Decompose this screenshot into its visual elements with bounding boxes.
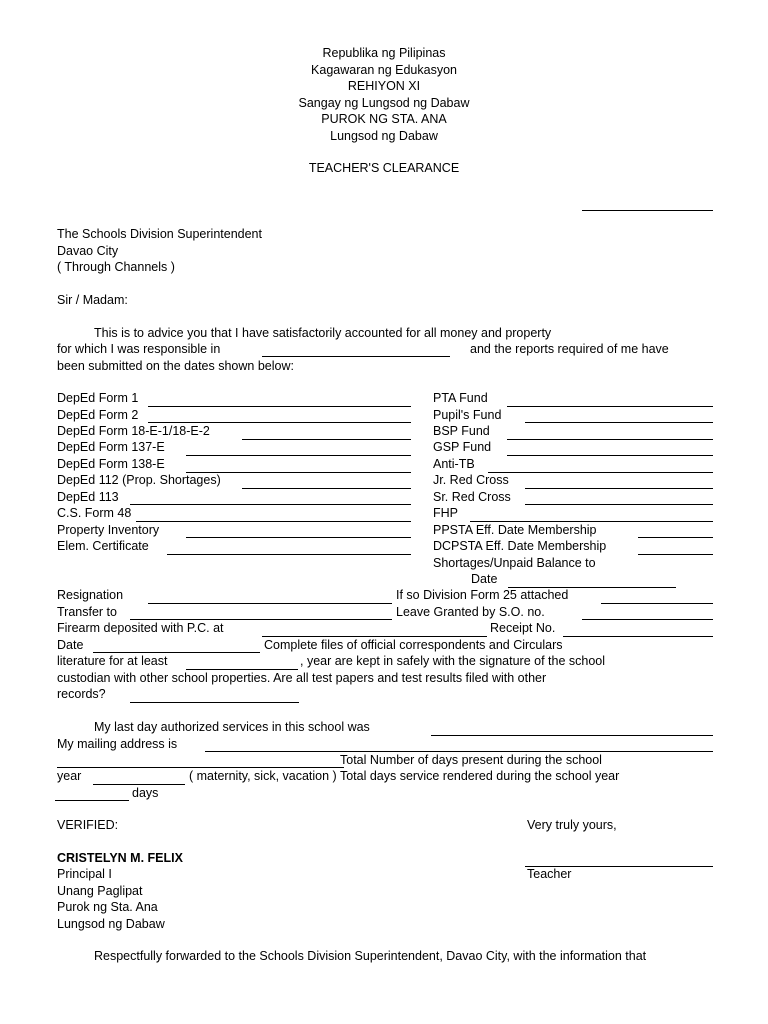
- header-division: Sangay ng Lungsod ng Dabaw: [298, 96, 470, 110]
- last-day-label: My last day authorized services in this school was: [94, 720, 370, 734]
- right-item-line[interactable]: [507, 406, 713, 407]
- files-label: Complete files of official correspondents and Circulars: [264, 638, 563, 652]
- right-item-line[interactable]: [470, 521, 713, 522]
- maternity-text: ( maternity, sick, vacation ) Total days service rendered during the school year: [189, 769, 620, 783]
- right-item-line[interactable]: [488, 472, 713, 473]
- right-item-line[interactable]: [525, 488, 713, 489]
- principal-name: CRISTELYN M. FELIX: [57, 851, 183, 865]
- left-item: DepEd Form 18-E-1/18-E-2: [57, 424, 210, 438]
- header-department: Kagawaran ng Edukasyon: [311, 63, 457, 77]
- principal-title: Principal I: [57, 867, 112, 881]
- days-label: days: [132, 786, 159, 800]
- left-item: DepEd 112 (Prop. Shortages): [57, 473, 221, 487]
- leave-label: Leave Granted by S.O. no.: [396, 605, 545, 619]
- left-item: DepEd Form 2: [57, 408, 139, 422]
- records-label: records?: [57, 687, 106, 701]
- right-item: FHP: [433, 506, 458, 520]
- teacher-label: Teacher: [527, 867, 572, 881]
- service-days-line[interactable]: [55, 800, 129, 801]
- addressee-city: Davao City: [57, 244, 119, 258]
- right-item: DCPSTA Eff. Date Membership: [433, 539, 607, 553]
- closing-label: Very truly yours,: [527, 818, 617, 832]
- right-item-line[interactable]: [525, 504, 713, 505]
- custodian-text: custodian with other school properties. Are all test papers and test results filed with other: [57, 671, 547, 685]
- left-item-line[interactable]: [148, 422, 411, 423]
- left-item: DepEd Form 137-E: [57, 440, 165, 454]
- year-label: year: [57, 769, 82, 783]
- header-republic: Republika ng Pilipinas: [322, 46, 446, 60]
- firearm-line[interactable]: [262, 636, 487, 637]
- school-name: Unang Paglipat: [57, 884, 143, 898]
- salutation: Sir / Madam:: [57, 293, 128, 307]
- right-item: GSP Fund: [433, 440, 492, 454]
- total-present-label: Total Number of days present during the school: [340, 753, 602, 767]
- division-form-label: If so Division Form 25 attached: [396, 588, 569, 602]
- left-item-line[interactable]: [130, 504, 411, 505]
- right-item: PPSTA Eff. Date Membership: [433, 523, 597, 537]
- addressee-line: The Schools Division Superintendent: [57, 227, 262, 241]
- last-day-line[interactable]: [431, 735, 713, 736]
- date-line[interactable]: [93, 652, 260, 653]
- left-item-line[interactable]: [148, 406, 411, 407]
- header-city: Lungsod ng Dabaw: [330, 129, 438, 143]
- right-item-line[interactable]: [638, 537, 713, 538]
- forwarding-text: Respectfully forwarded to the Schools Division Superintendent, Davao City, with the information that: [94, 949, 647, 963]
- school-district: Purok ng Sta. Ana: [57, 900, 158, 914]
- left-item-line[interactable]: [242, 439, 411, 440]
- addressee-channels: ( Through Channels ): [57, 260, 175, 274]
- left-item: DepEd Form 138-E: [57, 457, 165, 471]
- left-item-line[interactable]: [186, 455, 411, 456]
- left-item: DepEd Form 1: [57, 391, 139, 405]
- year-line[interactable]: [93, 784, 185, 785]
- intro-line-2a: for which I was responsible in: [57, 342, 221, 356]
- date-label: Date: [57, 638, 84, 652]
- left-item: C.S. Form 48: [57, 506, 132, 520]
- right-item: Sr. Red Cross: [433, 490, 511, 504]
- right-item: PTA Fund: [433, 391, 488, 405]
- literature-years-line[interactable]: [186, 669, 298, 670]
- school-city: Lungsod ng Dabaw: [57, 917, 165, 931]
- left-item-line[interactable]: [136, 521, 411, 522]
- literature-label: literature for at least: [57, 654, 168, 668]
- left-item: Elem. Certificate: [57, 539, 149, 553]
- shortages-date-label: Date: [471, 572, 498, 586]
- intro-line-3: been submitted on the dates shown below:: [57, 359, 294, 373]
- right-item: BSP Fund: [433, 424, 490, 438]
- leave-line[interactable]: [582, 619, 713, 620]
- records-line[interactable]: [130, 702, 299, 703]
- right-item: Anti-TB: [433, 457, 475, 471]
- left-item-line[interactable]: [186, 537, 411, 538]
- left-item-line[interactable]: [167, 554, 411, 555]
- resignation-line[interactable]: [148, 603, 392, 604]
- receipt-line[interactable]: [563, 636, 713, 637]
- left-item: DepEd 113: [57, 490, 119, 504]
- days-present-line[interactable]: [57, 767, 344, 768]
- intro-line-2b: and the reports required of me have: [470, 342, 669, 356]
- right-item-line[interactable]: [525, 422, 713, 423]
- division-form-line[interactable]: [601, 603, 713, 604]
- right-item-line[interactable]: [507, 455, 713, 456]
- responsible-period-line[interactable]: [262, 356, 450, 357]
- header-region: REHIYON XI: [347, 79, 421, 93]
- right-item: Pupil's Fund: [433, 408, 502, 422]
- verified-label: VERIFIED:: [57, 818, 119, 832]
- right-item-line[interactable]: [638, 554, 713, 555]
- shortages-label: Shortages/Unpaid Balance to: [433, 556, 596, 570]
- transfer-line[interactable]: [130, 619, 392, 620]
- mailing-line[interactable]: [205, 751, 713, 752]
- right-item: Jr. Red Cross: [433, 473, 509, 487]
- literature-text: , year are kept in safely with the signature of the school: [300, 654, 606, 668]
- firearm-label: Firearm deposited with P.C. at: [57, 621, 224, 635]
- document-title: TEACHER'S CLEARANCE: [308, 161, 460, 175]
- left-item-line[interactable]: [242, 488, 411, 489]
- receipt-label: Receipt No.: [490, 621, 556, 635]
- mailing-label: My mailing address is: [57, 737, 178, 751]
- date-blank-line[interactable]: [582, 210, 713, 211]
- transfer-label: Transfer to: [57, 605, 117, 619]
- right-item-line[interactable]: [507, 439, 713, 440]
- header-district: PUROK NG STA. ANA: [321, 112, 447, 126]
- intro-line-1: This is to advice you that I have satisfactorily accounted for all money and property: [94, 326, 552, 340]
- resignation-label: Resignation: [57, 588, 124, 602]
- left-item: Property Inventory: [57, 523, 160, 537]
